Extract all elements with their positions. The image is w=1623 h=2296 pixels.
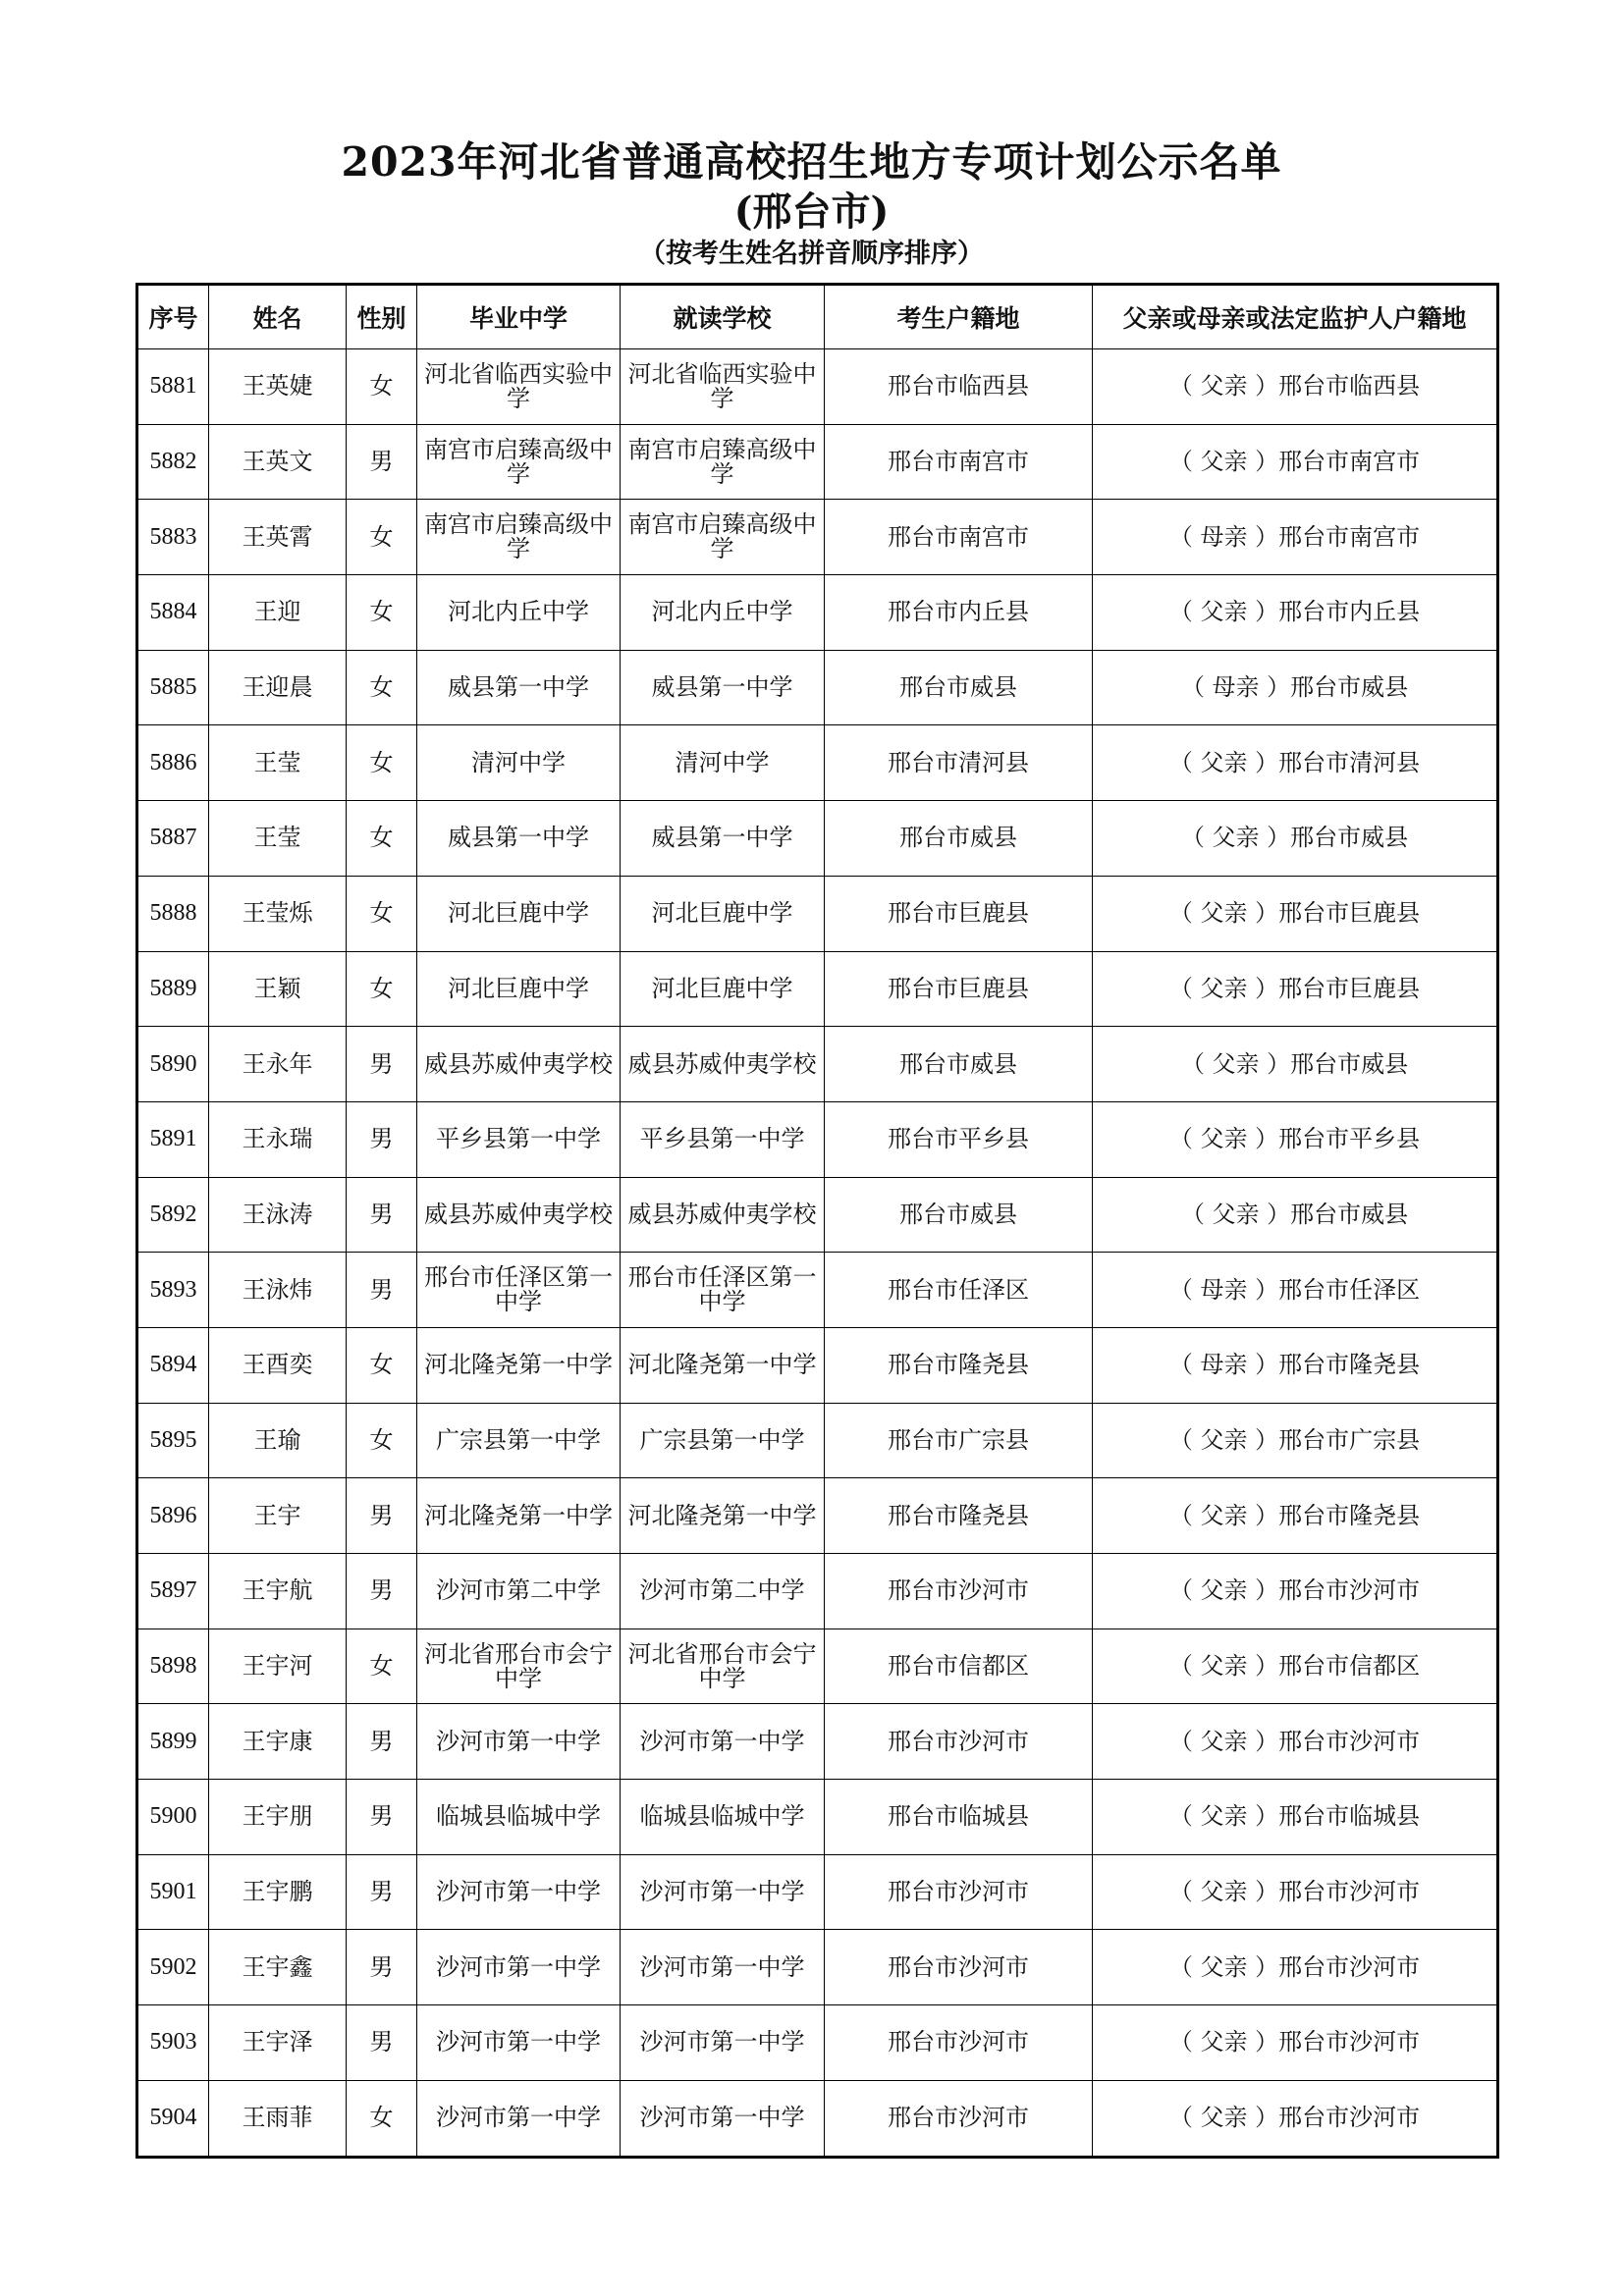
cell-gender: 女: [347, 349, 417, 425]
cell-hukou: 邢台市南宫市: [825, 424, 1093, 500]
cell-name: 王宇朋: [209, 1780, 347, 1855]
table-row: [137, 1854, 1498, 1930]
cell-grad-school: 沙河市第一中学: [417, 2080, 621, 2157]
cell-name: 王酉奕: [209, 1327, 347, 1403]
cell-current-school: 南宫市启臻高级中学: [621, 424, 825, 500]
table-row: [137, 1253, 1498, 1328]
cell-name: 王迎: [209, 575, 347, 651]
cell-name: 王颖: [209, 951, 347, 1027]
cell-hukou: 邢台市广宗县: [825, 1403, 1093, 1478]
cell-hukou: 邢台市隆尧县: [825, 1478, 1093, 1554]
cell-parent-hukou: （ 父亲 ）邢台市威县: [1093, 1027, 1498, 1102]
cell-no: 5892: [137, 1177, 209, 1253]
cell-parent-hukou: （ 父亲 ）邢台市威县: [1093, 801, 1498, 877]
cell-hukou: 邢台市威县: [825, 1027, 1093, 1102]
cell-parent-hukou: （ 父亲 ）邢台市沙河市: [1093, 1554, 1498, 1629]
cell-no: 5902: [137, 1930, 209, 2005]
table-row: [137, 951, 1498, 1027]
cell-hukou: 邢台市临西县: [825, 349, 1093, 425]
cell-current-school: 沙河市第一中学: [621, 1854, 825, 1930]
cell-gender: 男: [347, 1554, 417, 1629]
cell-current-school: 清河中学: [621, 725, 825, 801]
cell-current-school: 南宫市启臻高级中学: [621, 500, 825, 575]
cell-grad-school: 广宗县第一中学: [417, 1403, 621, 1478]
cell-name: 王宇泽: [209, 2005, 347, 2081]
cell-hukou: 邢台市内丘县: [825, 575, 1093, 651]
cell-no: 5896: [137, 1478, 209, 1554]
table-row: [137, 1177, 1498, 1253]
cell-gender: 男: [347, 424, 417, 500]
cell-hukou: 邢台市巨鹿县: [825, 951, 1093, 1027]
cell-current-school: 沙河市第一中学: [621, 2080, 825, 2157]
cell-parent-hukou: （ 父亲 ）邢台市威县: [1093, 1177, 1498, 1253]
table-row: [137, 1554, 1498, 1629]
cell-no: 5891: [137, 1101, 209, 1177]
cell-grad-school: 河北省临西实验中学: [417, 349, 621, 425]
cell-parent-hukou: （ 母亲 ）邢台市南宫市: [1093, 500, 1498, 575]
cell-parent-hukou: （ 父亲 ）邢台市沙河市: [1093, 1854, 1498, 1930]
col-header-grad-school: 毕业中学: [417, 285, 621, 349]
cell-hukou: 邢台市威县: [825, 650, 1093, 725]
cell-current-school: 河北隆尧第一中学: [621, 1478, 825, 1554]
cell-grad-school: 临城县临城中学: [417, 1780, 621, 1855]
cell-gender: 女: [347, 1629, 417, 1704]
cell-grad-school: 南宫市启臻高级中学: [417, 424, 621, 500]
cell-gender: 男: [347, 1101, 417, 1177]
cell-gender: 男: [347, 1854, 417, 1930]
cell-parent-hukou: （ 父亲 ）邢台市平乡县: [1093, 1101, 1498, 1177]
cell-hukou: 邢台市南宫市: [825, 500, 1093, 575]
cell-current-school: 沙河市第二中学: [621, 1554, 825, 1629]
cell-name: 王宇康: [209, 1704, 347, 1780]
cell-grad-school: 沙河市第二中学: [417, 1554, 621, 1629]
cell-parent-hukou: （ 父亲 ）邢台市清河县: [1093, 725, 1498, 801]
cell-parent-hukou: （ 父亲 ）邢台市巨鹿县: [1093, 951, 1498, 1027]
cell-gender: 女: [347, 951, 417, 1027]
cell-gender: 男: [347, 1704, 417, 1780]
cell-grad-school: 河北巨鹿中学: [417, 951, 621, 1027]
cell-no: 5895: [137, 1403, 209, 1478]
cell-current-school: 河北巨鹿中学: [621, 876, 825, 951]
cell-grad-school: 平乡县第一中学: [417, 1101, 621, 1177]
table-row: [137, 1478, 1498, 1554]
page-subtitle: (邢台市): [733, 188, 890, 235]
table-row: [137, 500, 1498, 575]
cell-no: 5886: [137, 725, 209, 801]
cell-name: 王迎晨: [209, 650, 347, 725]
cell-hukou: 邢台市沙河市: [825, 1854, 1093, 1930]
cell-name: 王宇: [209, 1478, 347, 1554]
cell-name: 王莹: [209, 801, 347, 877]
cell-parent-hukou: （ 母亲 ）邢台市任泽区: [1093, 1253, 1498, 1328]
cell-current-school: 威县第一中学: [621, 801, 825, 877]
table-row: [137, 1403, 1498, 1478]
cell-hukou: 邢台市沙河市: [825, 1554, 1093, 1629]
cell-current-school: 沙河市第一中学: [621, 1930, 825, 2005]
table-row: [137, 2005, 1498, 2081]
cell-gender: 女: [347, 725, 417, 801]
cell-name: 王雨菲: [209, 2080, 347, 2157]
cell-parent-hukou: （ 父亲 ）邢台市沙河市: [1093, 2080, 1498, 2157]
cell-hukou: 邢台市信都区: [825, 1629, 1093, 1704]
cell-name: 王泳涛: [209, 1177, 347, 1253]
cell-name: 王瑜: [209, 1403, 347, 1478]
table-row: [137, 725, 1498, 801]
col-header-parent-hukou: 父亲或母亲或法定监护人户籍地: [1093, 285, 1498, 349]
cell-name: 王英文: [209, 424, 347, 500]
cell-parent-hukou: （ 父亲 ）邢台市巨鹿县: [1093, 876, 1498, 951]
cell-current-school: 邢台市任泽区第一中学: [621, 1253, 825, 1328]
cell-gender: 男: [347, 1253, 417, 1328]
col-header-no: 序号: [137, 285, 209, 349]
cell-gender: 男: [347, 1780, 417, 1855]
cell-parent-hukou: （ 母亲 ）邢台市威县: [1093, 650, 1498, 725]
cell-name: 王莹: [209, 725, 347, 801]
cell-grad-school: 南宫市启臻高级中学: [417, 500, 621, 575]
table-row: [137, 876, 1498, 951]
cell-grad-school: 沙河市第一中学: [417, 1854, 621, 1930]
cell-parent-hukou: （ 父亲 ）邢台市隆尧县: [1093, 1478, 1498, 1554]
cell-hukou: 邢台市平乡县: [825, 1101, 1093, 1177]
table-row: [137, 1629, 1498, 1704]
cell-current-school: 河北隆尧第一中学: [621, 1327, 825, 1403]
cell-parent-hukou: （ 父亲 ）邢台市内丘县: [1093, 575, 1498, 651]
cell-parent-hukou: （ 父亲 ）邢台市南宫市: [1093, 424, 1498, 500]
cell-parent-hukou: （ 父亲 ）邢台市沙河市: [1093, 1704, 1498, 1780]
cell-gender: 男: [347, 2005, 417, 2081]
cell-parent-hukou: （ 父亲 ）邢台市沙河市: [1093, 1930, 1498, 2005]
cell-gender: 女: [347, 876, 417, 951]
cell-current-school: 广宗县第一中学: [621, 1403, 825, 1478]
cell-grad-school: 河北隆尧第一中学: [417, 1327, 621, 1403]
cell-grad-school: 河北巨鹿中学: [417, 876, 621, 951]
table-row: [137, 349, 1498, 425]
cell-grad-school: 沙河市第一中学: [417, 1930, 621, 2005]
table-row: [137, 424, 1498, 500]
table-row: [137, 1930, 1498, 2005]
table-row: [137, 1327, 1498, 1403]
cell-no: 5890: [137, 1027, 209, 1102]
cell-hukou: 邢台市巨鹿县: [825, 876, 1093, 951]
cell-name: 王英婕: [209, 349, 347, 425]
cell-grad-school: 威县第一中学: [417, 801, 621, 877]
cell-gender: 女: [347, 2080, 417, 2157]
cell-no: 5901: [137, 1854, 209, 1930]
cell-hukou: 邢台市沙河市: [825, 1930, 1093, 2005]
cell-gender: 男: [347, 1027, 417, 1102]
cell-no: 5898: [137, 1629, 209, 1704]
cell-current-school: 威县苏威仲夷学校: [621, 1027, 825, 1102]
cell-current-school: 河北巨鹿中学: [621, 951, 825, 1027]
cell-grad-school: 威县苏威仲夷学校: [417, 1027, 621, 1102]
cell-hukou: 邢台市任泽区: [825, 1253, 1093, 1328]
cell-grad-school: 清河中学: [417, 725, 621, 801]
cell-name: 王宇河: [209, 1629, 347, 1704]
cell-gender: 男: [347, 1930, 417, 2005]
cell-grad-school: 河北省邢台市会宁中学: [417, 1629, 621, 1704]
cell-no: 5903: [137, 2005, 209, 2081]
cell-no: 5893: [137, 1253, 209, 1328]
cell-gender: 女: [347, 1403, 417, 1478]
cell-parent-hukou: （ 父亲 ）邢台市沙河市: [1093, 2005, 1498, 2081]
cell-hukou: 邢台市清河县: [825, 725, 1093, 801]
cell-current-school: 威县苏威仲夷学校: [621, 1177, 825, 1253]
cell-name: 王宇鹏: [209, 1854, 347, 1930]
cell-hukou: 邢台市沙河市: [825, 2080, 1093, 2157]
cell-no: 5883: [137, 500, 209, 575]
cell-no: 5899: [137, 1704, 209, 1780]
table-row: [137, 1101, 1498, 1177]
cell-hukou: 邢台市沙河市: [825, 1704, 1093, 1780]
table-header-row: [137, 285, 1498, 349]
col-header-current-school: 就读学校: [621, 285, 825, 349]
cell-hukou: 邢台市临城县: [825, 1780, 1093, 1855]
cell-hukou: 邢台市隆尧县: [825, 1327, 1093, 1403]
cell-parent-hukou: （ 父亲 ）邢台市广宗县: [1093, 1403, 1498, 1478]
cell-no: 5887: [137, 801, 209, 877]
cell-no: 5882: [137, 424, 209, 500]
cell-no: 5889: [137, 951, 209, 1027]
cell-current-school: 河北省邢台市会宁中学: [621, 1629, 825, 1704]
cell-current-school: 平乡县第一中学: [621, 1101, 825, 1177]
table-row: [137, 575, 1498, 651]
cell-gender: 女: [347, 575, 417, 651]
cell-no: 5897: [137, 1554, 209, 1629]
cell-no: 5888: [137, 876, 209, 951]
roster-table: [135, 283, 1499, 2159]
cell-name: 王英霄: [209, 500, 347, 575]
sort-note: （按考生姓名拼音顺序排序）: [639, 239, 984, 269]
cell-current-school: 沙河市第一中学: [621, 2005, 825, 2081]
cell-no: 5894: [137, 1327, 209, 1403]
cell-parent-hukou: （ 父亲 ）邢台市信都区: [1093, 1629, 1498, 1704]
cell-name: 王永年: [209, 1027, 347, 1102]
cell-parent-hukou: （ 父亲 ）邢台市临城县: [1093, 1780, 1498, 1855]
cell-no: 5904: [137, 2080, 209, 2157]
cell-no: 5885: [137, 650, 209, 725]
table-row: [137, 801, 1498, 877]
cell-grad-school: 威县苏威仲夷学校: [417, 1177, 621, 1253]
table-row: [137, 1704, 1498, 1780]
page-title: 2023年河北省普通高校招生地方专项计划公示名单: [341, 138, 1282, 186]
cell-grad-school: 河北隆尧第一中学: [417, 1478, 621, 1554]
cell-current-school: 临城县临城中学: [621, 1780, 825, 1855]
cell-grad-school: 河北内丘中学: [417, 575, 621, 651]
cell-hukou: 邢台市威县: [825, 1177, 1093, 1253]
cell-grad-school: 邢台市任泽区第一中学: [417, 1253, 621, 1328]
col-header-hukou: 考生户籍地: [825, 285, 1093, 349]
cell-grad-school: 威县第一中学: [417, 650, 621, 725]
cell-name: 王宇航: [209, 1554, 347, 1629]
cell-gender: 男: [347, 1177, 417, 1253]
cell-hukou: 邢台市威县: [825, 801, 1093, 877]
cell-grad-school: 沙河市第一中学: [417, 1704, 621, 1780]
table-row: [137, 1027, 1498, 1102]
cell-name: 王宇鑫: [209, 1930, 347, 2005]
cell-name: 王莹烁: [209, 876, 347, 951]
cell-no: 5884: [137, 575, 209, 651]
table-row: [137, 2080, 1498, 2157]
table-body: [137, 349, 1498, 2158]
cell-name: 王永瑞: [209, 1101, 347, 1177]
cell-current-school: 河北省临西实验中学: [621, 349, 825, 425]
cell-gender: 女: [347, 1327, 417, 1403]
table-row: [137, 650, 1498, 725]
col-header-name: 姓名: [209, 285, 347, 349]
cell-gender: 女: [347, 650, 417, 725]
cell-current-school: 威县第一中学: [621, 650, 825, 725]
cell-grad-school: 沙河市第一中学: [417, 2005, 621, 2081]
cell-gender: 男: [347, 1478, 417, 1554]
cell-parent-hukou: （ 父亲 ）邢台市临西县: [1093, 349, 1498, 425]
cell-no: 5881: [137, 349, 209, 425]
cell-gender: 女: [347, 500, 417, 575]
cell-parent-hukou: （ 母亲 ）邢台市隆尧县: [1093, 1327, 1498, 1403]
col-header-gender: 性别: [347, 285, 417, 349]
cell-name: 王泳炜: [209, 1253, 347, 1328]
cell-no: 5900: [137, 1780, 209, 1855]
cell-current-school: 沙河市第一中学: [621, 1704, 825, 1780]
table-row: [137, 1780, 1498, 1855]
cell-current-school: 河北内丘中学: [621, 575, 825, 651]
cell-hukou: 邢台市沙河市: [825, 2005, 1093, 2081]
cell-gender: 女: [347, 801, 417, 877]
